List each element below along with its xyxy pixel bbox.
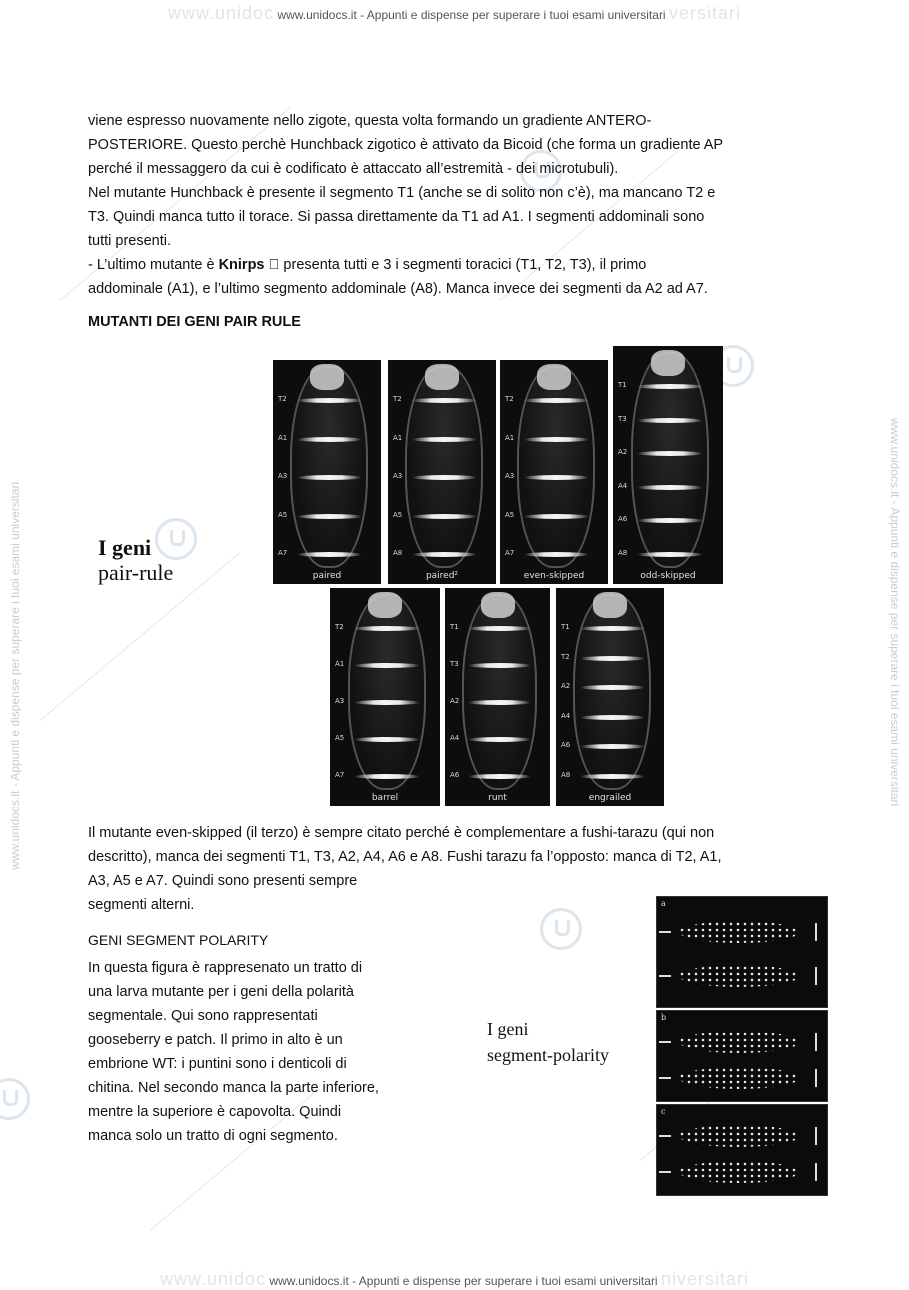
denticle-band <box>354 737 420 742</box>
denticle-band <box>468 663 531 668</box>
panel-caption: paired <box>312 571 342 581</box>
knirps-suffix:   presenta tutti e 3 i segmenti toracici (T1, T2, T3), il primo <box>264 257 647 273</box>
segment-label: A8 <box>393 549 403 557</box>
text-line: segmenti alterni. <box>88 897 195 913</box>
arrow-down-icon <box>815 1069 817 1087</box>
segment-label: A2 <box>450 697 460 705</box>
footer-watermark <box>0 1269 909 1290</box>
embryo-head <box>593 592 627 618</box>
denticle-band <box>468 774 531 779</box>
embryo-head <box>425 364 459 390</box>
denticle-band <box>580 626 645 631</box>
segment-label: A5 <box>505 510 515 519</box>
denticle-band <box>524 437 589 442</box>
denticle-photo-panel <box>656 1010 828 1102</box>
segment-label: T3 <box>450 660 459 668</box>
embryo-photo-panel <box>330 588 440 806</box>
segment-label: A6 <box>450 771 460 779</box>
embryo-head <box>310 364 344 390</box>
segment-label: A2 <box>561 682 571 691</box>
denticle-band <box>297 475 362 480</box>
embryo-photo-panel <box>613 346 723 584</box>
segment-label: A6 <box>561 741 571 750</box>
denticle-band <box>524 398 589 403</box>
denticle-band <box>524 552 589 557</box>
denticle-band <box>580 656 645 661</box>
left-side-watermark: www.unidocs.it - Appunti e dispense per superare i tuoi esami universitari <box>8 481 22 870</box>
panel-caption: even-skipped <box>523 571 585 581</box>
embryo-photo-panel <box>445 588 550 806</box>
denticle-band <box>354 774 420 779</box>
segment-label: A3 <box>393 472 403 480</box>
denticle-band <box>412 398 477 403</box>
denticle-band <box>637 418 703 423</box>
denticle-band <box>637 384 703 389</box>
embryo-shape <box>462 594 537 790</box>
embryo-head <box>651 350 685 376</box>
text-line: Nel mutante Hunchback è presente il segmento T1 (anche se di solito non c’è), ma mancano T2 e <box>88 185 716 201</box>
header-watermark-text: www.unidocs.it - Appunti e dispense per superare i tuoi esami universitari <box>277 8 666 22</box>
text-line: POSTERIORE. Questo perchè Hunchback zigotico è attivato da Bicoid (che forma un gradiente AP <box>88 137 724 153</box>
segment-label: A2 <box>618 448 628 457</box>
header-watermark <box>0 3 909 24</box>
panel-caption: runt <box>488 793 507 803</box>
panel-letter: a <box>661 899 666 908</box>
scale-tick <box>659 1171 671 1173</box>
text-line-knirps <box>88 253 813 277</box>
footer-ghost-left: www.unidoc <box>160 1269 267 1289</box>
segment-label: A4 <box>450 734 460 742</box>
text-line: mentre la superiore è capovolta. Quindi <box>88 1104 342 1120</box>
panel-letter: b <box>661 1013 667 1022</box>
segment-label: A7 <box>278 549 288 557</box>
segment-label: A7 <box>335 771 345 779</box>
segment-label: T2 <box>393 395 402 403</box>
denticle-row <box>679 1125 799 1147</box>
segment-label: A5 <box>393 510 403 519</box>
segment-label: T2 <box>335 623 344 631</box>
denticle-band <box>297 514 362 519</box>
right-side-watermark: www.unidocs.it - Appunti e dispense per superare i tuoi esami universitari <box>888 418 902 807</box>
panel-caption: barrel <box>371 793 399 803</box>
arrow-down-icon <box>815 1033 817 1051</box>
text-line: embrione WT: i puntini sono i denticoli di <box>88 1056 347 1072</box>
segment-label: A4 <box>561 711 571 720</box>
heading-segment-polarity: GENI SEGMENT POLARITY <box>88 932 269 948</box>
denticle-band <box>580 774 645 779</box>
heading-pair-rule: MUTANTI DEI GENI PAIR RULE <box>88 314 301 330</box>
segment-label: A7 <box>505 549 515 557</box>
figure-label-line2: segment-polarity <box>487 1045 609 1065</box>
embryo-shape <box>517 366 594 568</box>
segment-label: A5 <box>278 510 288 519</box>
denticle-row <box>679 921 799 943</box>
denticle-band <box>354 626 420 631</box>
text-line: segmentale. Qui sono rappresentati <box>88 1008 318 1024</box>
text-line: gooseberry e patch. Il primo in alto è un <box>88 1032 343 1048</box>
denticle-band <box>354 663 420 668</box>
segment-label: A1 <box>393 433 403 442</box>
denticle-band <box>412 437 477 442</box>
text-line: perché il messaggero da cui è codificato è attaccato all’estremità - dei microtubuli). <box>88 161 619 177</box>
denticle-band <box>297 398 362 403</box>
segment-label: A3 <box>505 472 515 480</box>
denticle-row <box>679 965 799 987</box>
paragraph-segment-polarity <box>88 956 428 1148</box>
segment-label: A1 <box>335 660 345 668</box>
embryo-shape <box>573 594 650 790</box>
panel-caption: odd-skipped <box>640 571 696 581</box>
embryo-head <box>481 592 515 618</box>
denticle-band <box>468 737 531 742</box>
footer-watermark-text: www.unidocs.it - Appunti e dispense per superare i tuoi esami universitari <box>269 1274 658 1288</box>
denticle-band <box>580 715 645 720</box>
embryo-photo-panel <box>500 360 608 584</box>
pair-rule-figure-label <box>98 535 173 586</box>
text-line: Il mutante even-skipped (il terzo) è sempre citato perché è complementare a fushi-tarazu (qui non <box>88 825 715 841</box>
segment-label: T2 <box>278 395 287 403</box>
header-ghost-right: versitari <box>668 3 741 23</box>
text-line: addominale (A1), e l’ultimo segmento addominale (A8). Manca invece dei segmenti da A2 ad A7. <box>88 281 708 297</box>
segment-label: A4 <box>618 481 628 490</box>
scale-tick <box>659 1077 671 1079</box>
unidocs-logo-icon <box>0 1078 30 1120</box>
embryo-shape <box>290 366 367 568</box>
embryo-photo-panel <box>556 588 664 806</box>
denticle-band <box>297 552 362 557</box>
text-line: descritto), manca dei segmenti T1, T3, A2, A4, A6 e A8. Fushi tarazu fa l’opposto: manca di T2, A1, <box>88 849 722 865</box>
segment-label: T3 <box>618 414 627 423</box>
text-line: manca solo un tratto di ogni segmento. <box>88 1128 338 1144</box>
segment-label: A8 <box>561 771 571 779</box>
embryo-photo-panel <box>273 360 381 584</box>
segment-polarity-figure-label <box>487 1016 609 1068</box>
text-line: una larva mutante per i geni della polarità <box>88 984 354 1000</box>
text-line: chitina. Nel secondo manca la parte inferiore, <box>88 1080 379 1096</box>
arrow-down-icon <box>815 967 817 985</box>
segment-label: A3 <box>335 697 345 705</box>
knirps-prefix: - L’ultimo mutante è <box>88 257 219 273</box>
segment-label: T1 <box>618 381 627 389</box>
segment-label: T2 <box>505 395 514 403</box>
text-line: T3. Quindi manca tutto il torace. Si passa direttamente da T1 ad A1. I segmenti addominali sono <box>88 209 705 225</box>
denticle-band <box>412 475 477 480</box>
arrow-down-icon <box>815 1163 817 1181</box>
denticle-band <box>412 552 477 557</box>
text-line: viene espresso nuovamente nello zigote, questa volta formando un gradiente ANTERO- <box>88 113 652 129</box>
panel-caption: paired² <box>425 571 459 581</box>
panel-letter: c <box>661 1107 666 1116</box>
denticle-band <box>412 514 477 519</box>
scale-tick <box>659 1135 671 1137</box>
embryo-head <box>537 364 571 390</box>
scale-tick <box>659 1041 671 1043</box>
text-line: In questa figura è rappresenato un tratto di <box>88 960 363 976</box>
segment-label: A1 <box>278 433 288 442</box>
embryo-shape <box>405 366 482 568</box>
denticle-band <box>297 437 362 442</box>
segment-label: A3 <box>278 472 288 480</box>
denticle-band <box>637 485 703 490</box>
knirps-bold: Knirps <box>218 257 265 273</box>
denticle-band <box>524 514 589 519</box>
embryo-head <box>368 592 402 618</box>
segment-label: T1 <box>450 623 459 631</box>
segment-label: A8 <box>618 549 628 557</box>
header-ghost-left: www.unidoc <box>168 3 275 23</box>
denticle-photo-panel <box>656 1104 828 1196</box>
denticle-row <box>679 1067 799 1089</box>
segment-label: T2 <box>561 652 570 661</box>
segment-label: A1 <box>505 433 515 442</box>
denticle-band <box>524 475 589 480</box>
denticle-band <box>354 700 420 705</box>
figure-label-line1: I geni <box>487 1019 529 1039</box>
segment-label: A6 <box>618 515 628 524</box>
footer-ghost-right: niversitari <box>660 1269 749 1289</box>
denticle-band <box>468 700 531 705</box>
embryo-photo-panel <box>388 360 496 584</box>
text-line: A3, A5 e A7. Quindi sono presenti sempre <box>88 873 358 889</box>
arrow-down-icon <box>815 1127 817 1145</box>
panel-caption: engrailed <box>588 793 632 803</box>
denticle-band <box>637 552 703 557</box>
embryo-shape <box>348 594 427 790</box>
paragraph-hunchback-knirps <box>88 109 813 301</box>
segment-label: T1 <box>561 623 570 631</box>
text-line: tutti presenti. <box>88 233 172 249</box>
scale-tick <box>659 975 671 977</box>
figure-label-line2: pair-rule <box>98 560 174 586</box>
denticle-photo-panel <box>656 896 828 1008</box>
figure-label-line1: I geni <box>98 535 152 560</box>
segment-label: A5 <box>335 734 345 742</box>
denticle-row <box>679 1161 799 1183</box>
denticle-row <box>679 1031 799 1053</box>
scale-tick <box>659 931 671 933</box>
denticle-band <box>468 626 531 631</box>
arrow-down-icon <box>815 923 817 941</box>
